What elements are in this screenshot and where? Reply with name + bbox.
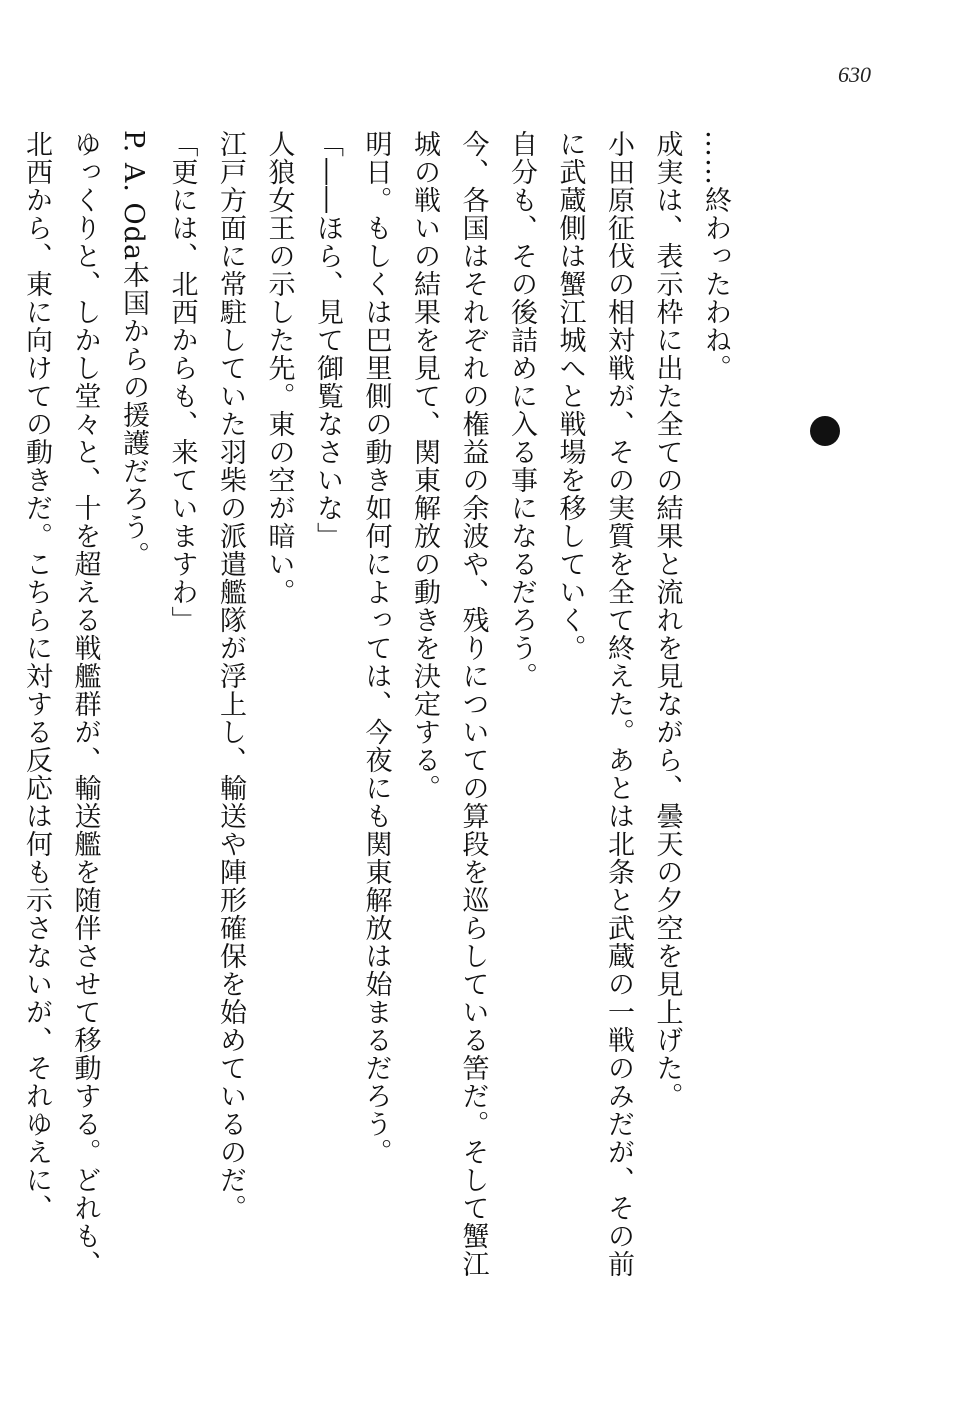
text-line-9: 「――ほら、見て御覧なさいな」	[312, 130, 343, 550]
text-line-11: 江戸方面に常駐していた羽柴の派遣艦隊が浮上し、輸送や陣形確保を始めているのだ。	[215, 130, 246, 1222]
text-line-2: 成実は、表示枠に出た全ての結果と流れを見ながら、曇天の夕空を見上げた。	[651, 130, 683, 1110]
text-line-14: ゆっくりと、しかし堂々と、十を超える戦艦群が、輸送艦を随伴させて移動する。どれも、	[69, 130, 101, 1278]
text-line-7: 城の戦いの結果を見て、関東解放の動きを決定する。	[409, 130, 440, 802]
text-line-4: に武蔵側は蟹江城へと戦場を移していく。	[554, 130, 586, 662]
text-line-13: P. A. Oda本国からの援護だろう。	[118, 130, 149, 570]
text-line-1: ……終わったわね。	[700, 130, 731, 382]
text-line-8: 明日。もしくは巴里側の動き如何によっては、今夜にも関東解放は始まるだろう。	[360, 130, 392, 1166]
vertical-text-body	[21, 130, 731, 1330]
text-line-5: 自分も、その後詰めに入る事になるだろう。	[506, 130, 537, 690]
text-line-3: 小田原征伐の相対戦が、その実質を全て終えた。あとは北条と武蔵の一戦のみだが、その前	[603, 130, 634, 1278]
section-marker-dot	[810, 416, 840, 446]
page-number: 630	[838, 62, 871, 87]
text-line-12: 「更には、北西からも、来ていますわ」	[166, 130, 198, 634]
text-line-6: 今、各国はそれぞれの権益の余波や、残りについての算段を巡らしている筈だ。そして蟹江	[457, 130, 489, 1278]
text-line-15: 北西から、東に向けての動きだ。こちらに対する反応は何も示さないが、それゆえに、	[21, 130, 52, 1222]
text-line-10: 人狼女王の示した先。東の空が暗い。	[263, 130, 295, 606]
